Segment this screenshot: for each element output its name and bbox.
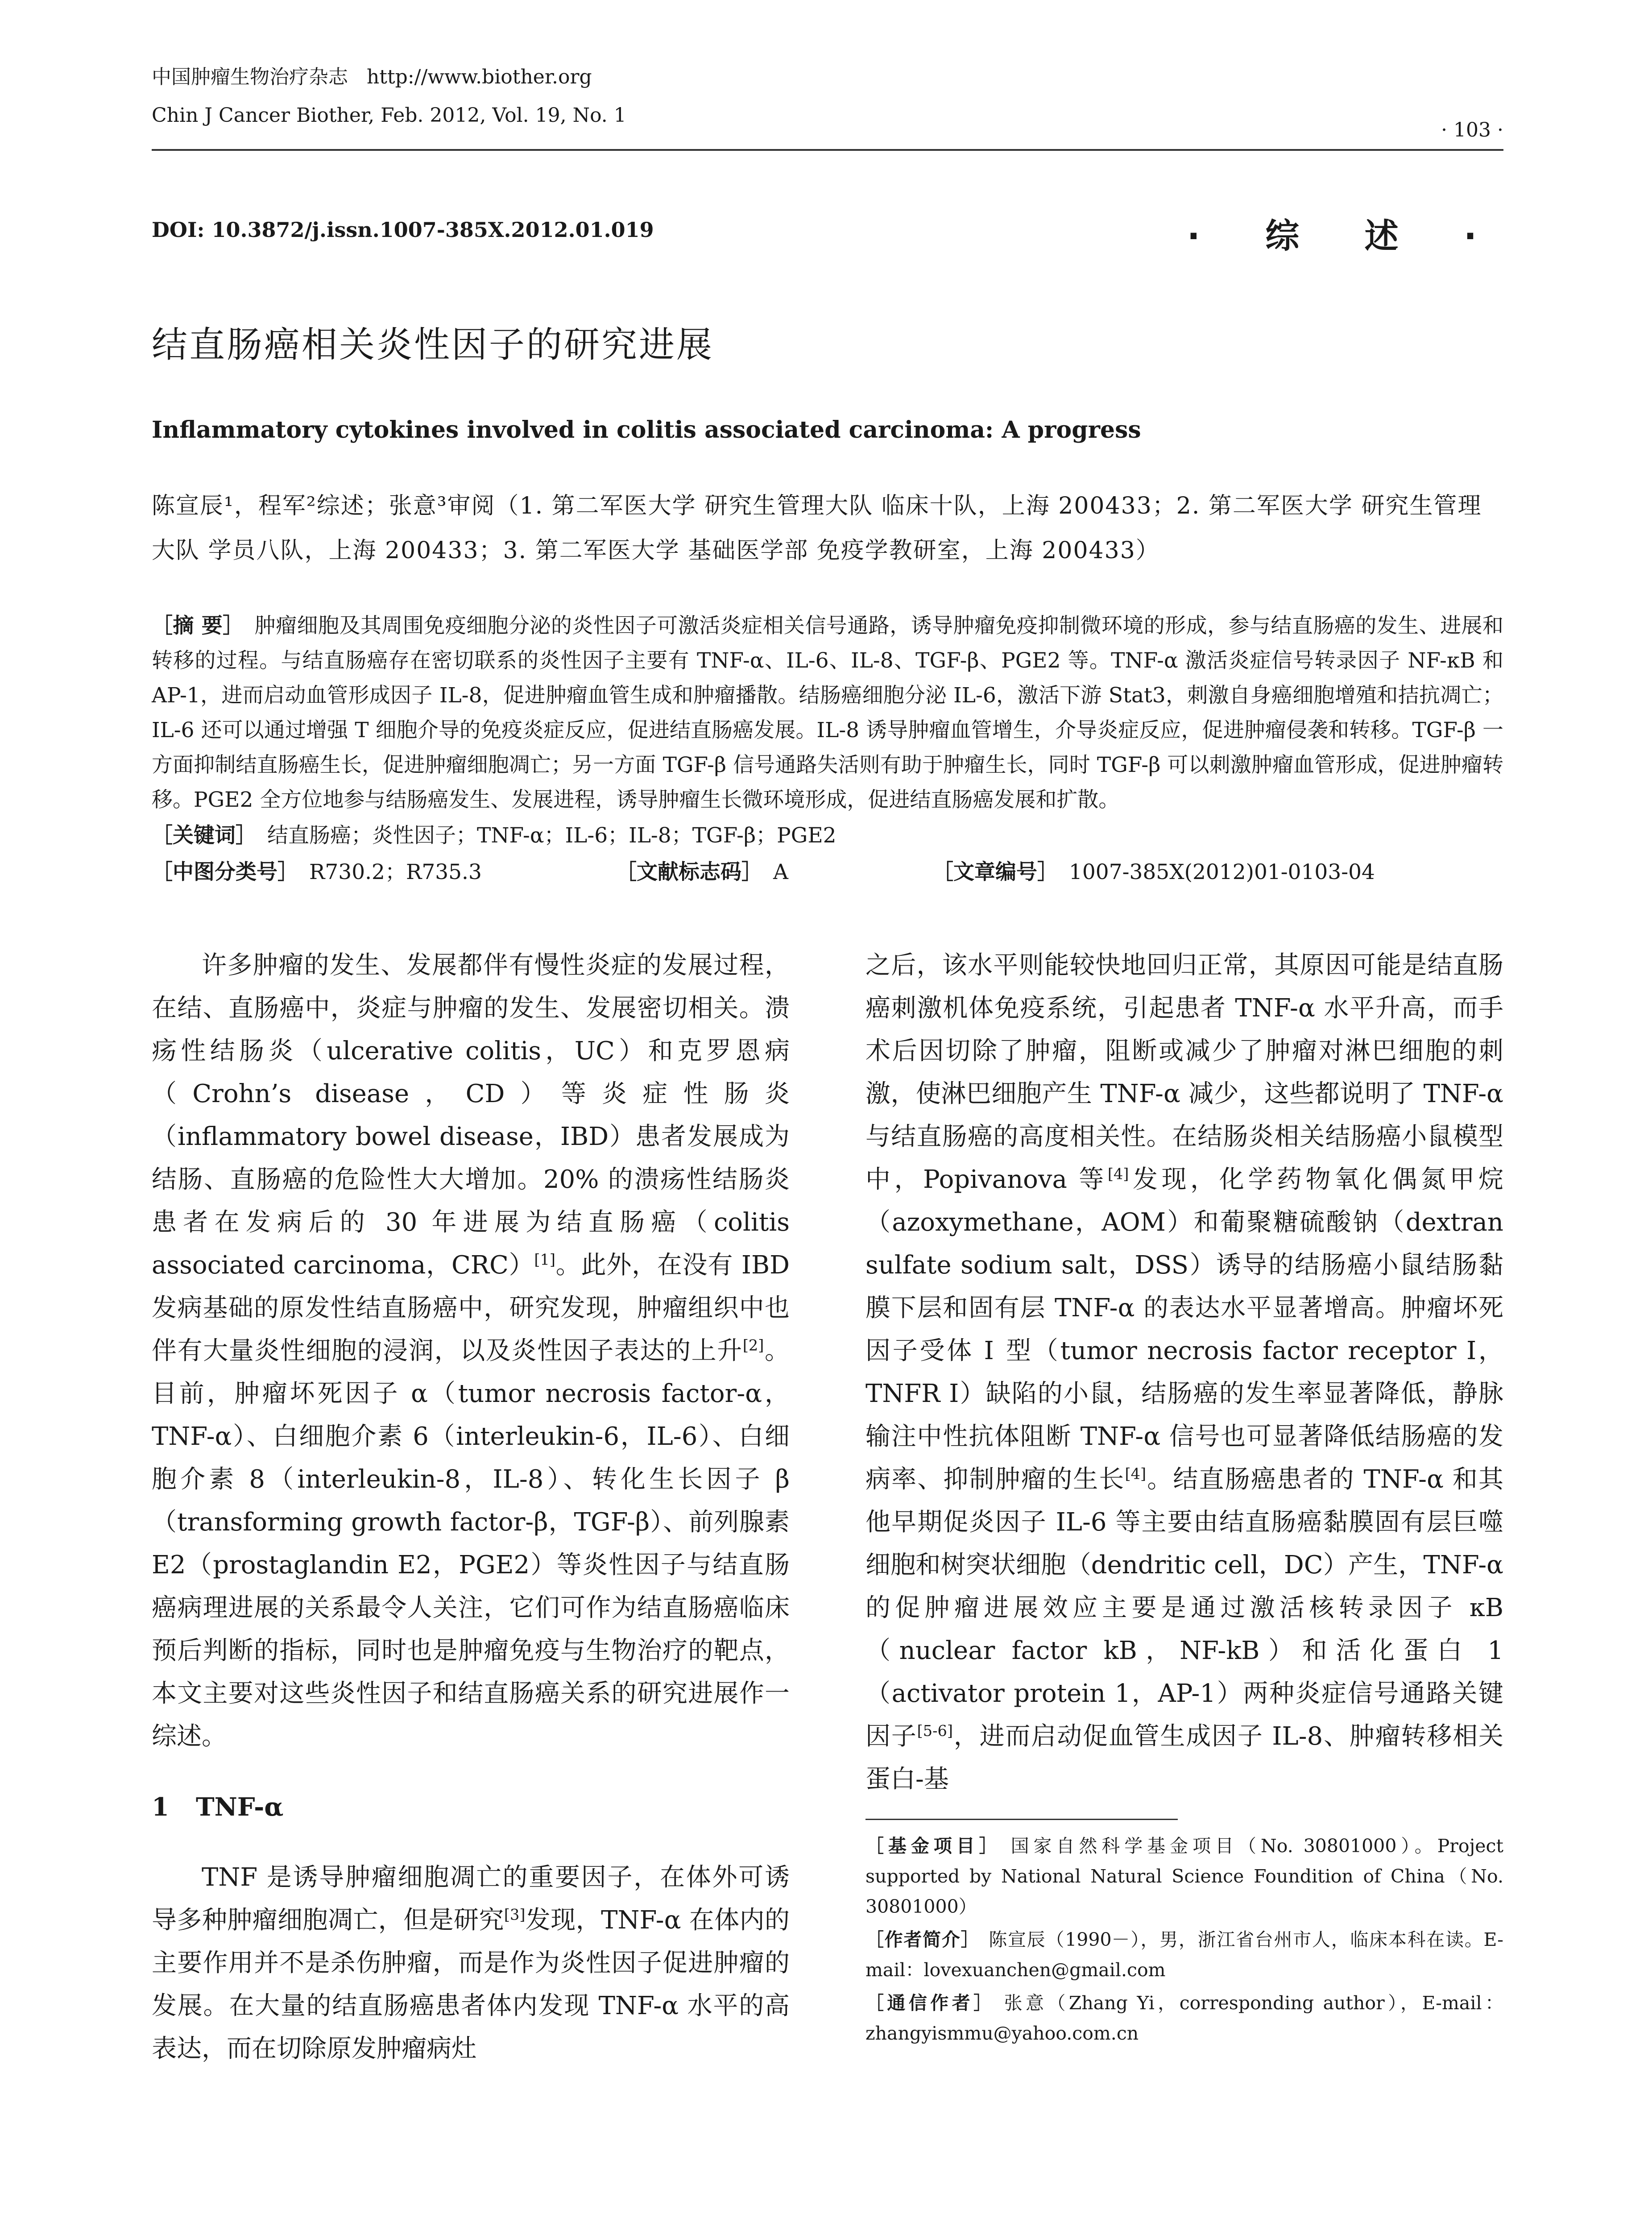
journal-name-en: Chin J Cancer Biother, Feb. 2012, Vol. 19, No. 1 (152, 104, 626, 127)
body-column-right (865, 944, 1503, 2051)
clc-label: ［中图分类号］ (152, 860, 298, 884)
citation-1[interactable]: [1] (534, 1251, 555, 1269)
doc-code (616, 855, 788, 890)
tnf-cont-text-4: ，进而启动促血管生成因子 IL-8、肿瘤转移相关蛋白-基 (865, 1722, 1503, 1794)
tnf-cont-text-2: 发现，化学药物氧化偶氮甲烷（azoxymethane，AOM）和葡聚糖硫酸钠（dextran sulfate sodium salt，DSS）诱导的结肠癌小鼠结肠黏膜下层和固有层 TNF-α 的表达水平显著增高。肿瘤坏死因子受体 Ⅰ 型（tumor necrosis factor receptor Ⅰ，TNFR Ⅰ）缺陷的小鼠，结肠癌的发生率显著降低，静脉输注中性抗体阻断 TNF-α 信号也可显著降低结肠癌的发病率、抑制肿瘤的生长 (865, 1165, 1503, 1494)
clc-code (152, 855, 482, 890)
clc-value: R730.2；R735.3 (309, 860, 482, 884)
journal-url: http://www.biother.org (366, 66, 592, 88)
abstract-label: ［摘 要］ (152, 614, 244, 638)
intro-text-2: 。此外，在没有 IBD 发病基础的原发性结直肠癌中，研究发现，肿瘤组织中也伴有大量炎性细胞的浸润，以及炎性因子表达的上升 (152, 1251, 790, 1365)
footnote-rule (865, 1819, 1178, 1820)
section-number: 1 (152, 1792, 169, 1822)
section-label: · 综 述 · (1187, 216, 1503, 256)
authors-affiliations: 陈宣辰¹，程军²综述；张意³审阅（1. 第二军医大学 研究生管理大队 临床十队，上海 200433；2. 第二军医大学 研究生管理大队 学员八队，上海 200433；3. 第二军医大学 基础医学部 免疫学教研室，上海 200433） (152, 493, 1482, 564)
article-title-en: Inflammatory cytokines involved in colitis associated carcinoma: A progress (152, 416, 1141, 444)
section-heading (152, 1786, 790, 1829)
doi-row (152, 209, 1503, 256)
doc-value: A (773, 860, 788, 884)
article-number (932, 855, 1375, 890)
citation-4a[interactable]: [4] (1107, 1165, 1129, 1183)
tnf-text-2: 发现，TNF-α 在体内的主要作用并不是杀伤肿瘤，而是作为炎性因子促进肿瘤的发展。在大量的结直肠癌患者体内发现 TNF-α 水平的高表达，而在切除原发肿瘤病灶 (152, 1906, 790, 2063)
intro-text-1: 许多肿瘤的发生、发展都伴有慢性炎症的发展过程，在结、直肠癌中，炎症与肿瘤的发生、发展密切相关。溃疡性结肠炎（ulcerative colitis，UC）和克罗恩病（Crohn’s disease，CD）等炎症性肠炎（inflammatory bowel disease，IBD）患者发展成为结肠、直肠癌的危险性大大增加。20% 的溃疡性结肠炎患者在发病后的 30 年进展为结直肠癌（colitis associated carcinoma，CRC） (152, 951, 790, 1280)
article-title-cn: 结直肠癌相关炎性因子的研究进展 (152, 324, 714, 365)
journal-line-cn (152, 58, 1503, 96)
abstract-text: 肿瘤细胞及其周围免疫细胞分泌的炎性因子可激活炎症相关信号通路，诱导肿瘤免疫抑制微环境的形成，参与结直肠癌的发生、进展和转移的过程。与结直肠癌存在密切联系的炎性因子主要有 TNF-α、IL-6、IL-8、TGF-β、PGE2 等。TNF-α 激活炎症信号转录因子 NF-κB 和 AP-1，进而启动血管形成因子 IL-8，促进肿瘤血管生成和肿瘤播散。结肠癌细胞分泌 IL-6，激活下游 Stat3，刺激自身癌细胞增殖和拮抗凋亡；IL-6 还可以通过增强 T 细胞介导的免疫炎症反应，促进结直肠癌发展。IL-8 诱导肿瘤血管增生，介导炎症反应，促进肿瘤侵袭和转移。TGF-β 一方面抑制结直肠癌生长，促进肿瘤细胞凋亡；另一方面 TGF-β 信号通路失活则有助于肿瘤生长，同时 TGF-β 可以刺激肿瘤血管形成，促进肿瘤转移。PGE2 全方位地参与结肠癌发生、发展进程，诱导肿瘤生长微环境形成，促进结直肠癌发展和扩散。 (152, 614, 1503, 812)
body-column-left (152, 944, 790, 2070)
footnote-fund (865, 1831, 1503, 1922)
fund-text: 国家自然科学基金项目（No. 30801000）。Project supported by National Natural Science Foundition of China（No. 30801000） (865, 1835, 1503, 1917)
journal-name-cn: 中国肿瘤生物治疗杂志 (152, 66, 348, 88)
footnote-corresponding (865, 1988, 1503, 2049)
header-rule (152, 149, 1503, 151)
citation-4b[interactable]: [4] (1125, 1465, 1147, 1483)
page-number: · 103 · (1441, 119, 1503, 141)
citation-2[interactable]: [2] (742, 1336, 764, 1354)
doi: DOI: 10.3872/j.issn.1007-385X.2012.01.019 (152, 218, 654, 242)
citation-5-6[interactable]: [5-6] (917, 1722, 953, 1740)
art-value: 1007-385X(2012)01-0103-04 (1069, 860, 1375, 884)
tnf-cont-text-1: 之后，该水平则能较快地回归正常，其原因可能是结直肠癌刺激机体免疫系统，引起患者 TNF-α 水平升高，而手术后因切除了肿瘤，阻断或减少了肿瘤对淋巴细胞的刺激，使淋巴细胞产生 TNF-α 减少，这些都说明了 TNF-α 与结直肠癌的高度相关性。在结肠炎相关结肠癌小鼠模型中，Popivanova 等 (865, 951, 1503, 1194)
journal-page (152, 58, 1503, 2231)
author-label: ［作者简介］ (865, 1929, 980, 1950)
paragraph-tnf (152, 1856, 790, 2070)
footnotes (865, 1831, 1503, 2049)
running-header (152, 58, 1503, 151)
tnf-text-1: TNF 是诱导肿瘤细胞凋亡的重要因子，在体外可诱导多种肿瘤细胞凋亡，但是研究 (152, 1863, 790, 1935)
paragraph-tnf-continued (865, 944, 1503, 1801)
body-columns (152, 944, 1503, 2231)
tnf-cont-text-3: 。结直肠癌患者的 TNF-α 和其他早期促炎因子 IL-6 等主要由结直肠癌黏膜固有层巨噬细胞和树突状细胞（dendritic cell，DC）产生，TNF-α 的促肿瘤进展效应主要是通过激活核转录因子 κB（nuclear factor kB，NF-kB）和活化蛋白 1（activator protein 1，AP-1）两种炎症信号通路关键因子 (865, 1465, 1504, 1751)
fund-label: ［基金项目］ (865, 1835, 1002, 1857)
corr-text: 张意（Zhang Yi，corresponding author），E-mail：zhangyismmu@yahoo.com.cn (865, 1992, 1503, 2044)
section-title: TNF-α (195, 1792, 284, 1822)
classification-row (152, 855, 1503, 891)
citation-3[interactable]: [3] (504, 1906, 526, 1924)
paragraph-intro (152, 944, 790, 1758)
keywords (152, 818, 1503, 853)
author-text: 陈宣辰（1990－），男，浙江省台州市人，临床本科在读。E-mail：lovexuanchen@gmail.com (865, 1929, 1503, 1981)
art-label: ［文章编号］ (932, 860, 1058, 884)
keywords-label: ［关键词］ (152, 823, 257, 848)
keywords-text: 结直肠癌；炎性因子；TNF-α；IL-6；IL-8；TGF-β；PGE2 (267, 823, 836, 848)
footnote-author (865, 1924, 1503, 1985)
intro-text-3: 。目前，肿瘤坏死因子 α（tumor necrosis factor-α，TNF-α）、白细胞介素 6（interleukin-6，IL-6）、白细胞介素 8（interleukin-8，IL-8）、转化生长因子 β（transforming growth factor-β，TGF-β）、前列腺素 E2（prostaglandin E2，PGE2）等炎性因子与结直肠癌病理进展的关系最令人关注，它们可作为结直肠癌临床预后判断的指标，同时也是肿瘤免疫与生物治疗的靶点，本文主要对这些炎性因子和结直肠癌关系的研究进展作一综述。 (152, 1336, 790, 1751)
abstract (152, 609, 1503, 817)
corr-label: ［通信作者］ (865, 1992, 995, 2014)
doc-label: ［文献标志码］ (616, 860, 762, 884)
